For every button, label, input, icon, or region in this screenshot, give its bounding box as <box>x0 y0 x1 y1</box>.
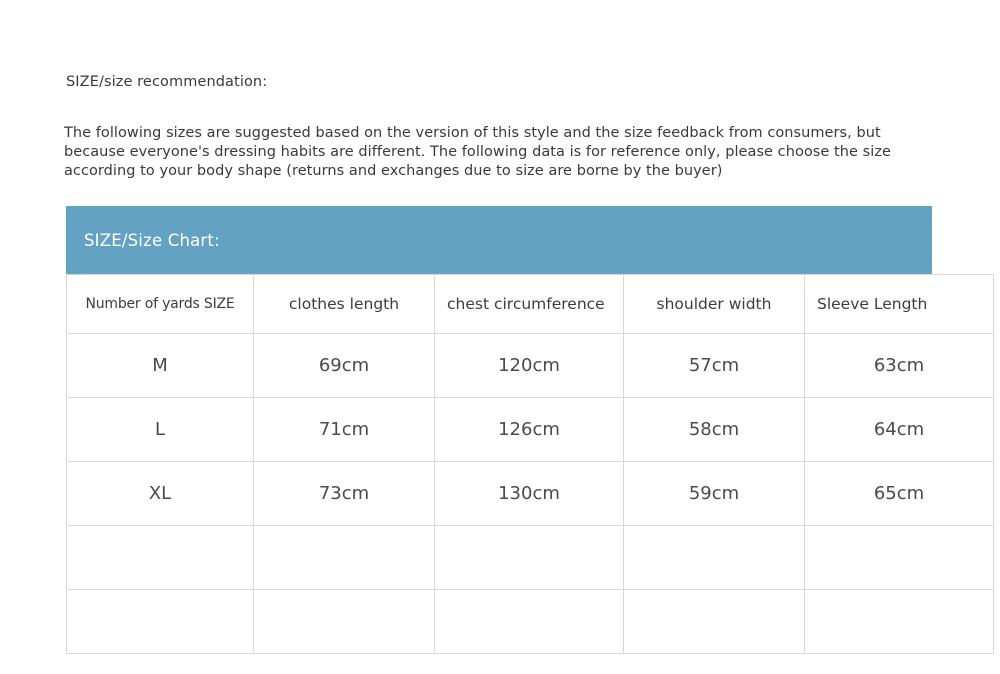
cell-shoulder-width: 57cm <box>624 334 805 398</box>
column-header-chest-circumference: chest circumference <box>435 275 624 334</box>
table-row <box>67 526 994 590</box>
cell-sleeve-length: 64cm <box>805 398 994 462</box>
cell-sleeve-length: 63cm <box>805 334 994 398</box>
table-header-row <box>67 275 994 334</box>
cell-clothes-length <box>254 590 435 654</box>
cell-clothes-length: 73cm <box>254 462 435 526</box>
cell-size: XL <box>67 462 254 526</box>
cell-sleeve-length <box>805 590 994 654</box>
size-chart-header-label: SIZE/Size Chart: <box>84 230 220 250</box>
column-header-sleeve-length: Sleeve Length <box>805 275 994 334</box>
cell-chest-circumference: 126cm <box>435 398 624 462</box>
column-header-size: Number of yards SIZE <box>67 275 254 334</box>
size-chart-table-wrapper <box>66 206 932 654</box>
cell-shoulder-width <box>624 590 805 654</box>
cell-clothes-length: 71cm <box>254 398 435 462</box>
cell-chest-circumference <box>435 526 624 590</box>
cell-shoulder-width <box>624 526 805 590</box>
cell-chest-circumference: 130cm <box>435 462 624 526</box>
table-row <box>67 462 994 526</box>
intro-title: SIZE/size recommendation: <box>66 74 268 90</box>
table-row <box>67 334 994 398</box>
size-chart-table <box>66 274 994 654</box>
cell-shoulder-width: 58cm <box>624 398 805 462</box>
cell-chest-circumference: 120cm <box>435 334 624 398</box>
table-row <box>67 590 994 654</box>
cell-shoulder-width: 59cm <box>624 462 805 526</box>
column-header-shoulder-width: shoulder width <box>624 275 805 334</box>
cell-sleeve-length: 65cm <box>805 462 994 526</box>
column-header-clothes-length: clothes length <box>254 275 435 334</box>
cell-clothes-length <box>254 526 435 590</box>
cell-size <box>67 526 254 590</box>
cell-size: M <box>67 334 254 398</box>
intro-paragraph: The following sizes are suggested based on the version of this style and the size feedback from consumers, but because everyone's dressing habits are different. The following data is for reference only, please choose the size according to your body shape (returns and exchanges due to size are borne by the buyer) <box>64 125 891 179</box>
cell-clothes-length: 69cm <box>254 334 435 398</box>
size-chart-header <box>66 206 932 274</box>
cell-sleeve-length <box>805 526 994 590</box>
cell-size: L <box>67 398 254 462</box>
cell-size <box>67 590 254 654</box>
cell-chest-circumference <box>435 590 624 654</box>
table-row <box>67 398 994 462</box>
